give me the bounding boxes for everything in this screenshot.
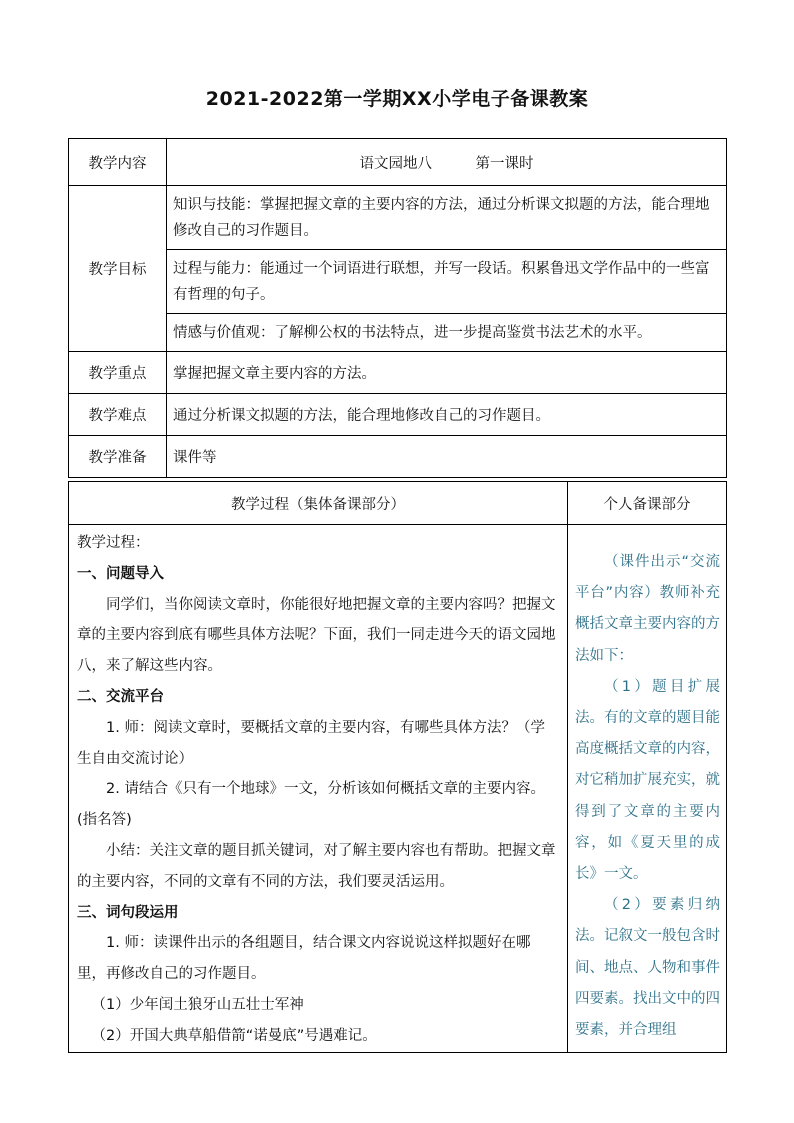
- goal-emotion: 情感与价值观：了解柳公权的书法特点，进一步提高鉴赏书法艺术的水平。: [167, 314, 727, 352]
- section-3-title: 三、词句段运用: [77, 904, 179, 921]
- goals-label: 教学目标: [69, 186, 167, 352]
- difficult-value: 通过分析课文拟题的方法，能合理地修改自己的习作题目。: [167, 394, 727, 436]
- row-goal-2: [69, 250, 727, 314]
- goal-ability: 过程与能力：能通过一个词语进行联想，并写一段话。积累鲁迅文学作品中的一些富有哲理的句子。: [167, 250, 727, 314]
- content-value: 语文园地八 第一课时: [167, 139, 727, 186]
- note-paragraph-2: （1）题目扩展法。有的文章的题目能高度概括文章的内容，对它稍加扩展充实，就得到了文章的主要内容，如《夏天里的成长》一文。: [575, 678, 720, 883]
- process-header-left: 教学过程（集体备课部分）: [69, 482, 568, 525]
- note-paragraph-1: （课件出示“交流平台”内容）教师补充概括文章主要内容的方法如下：: [575, 554, 720, 664]
- personal-notes: [568, 525, 727, 1053]
- note-paragraph-3: （2）要素归纳法。记叙文一般包含时间、地点、人物和事件四要素。找出文中的四要素，并合理组: [575, 897, 720, 1039]
- section-3-paragraph-1: 1. 师：读课件出示的各组题目，结合课文内容说说这样拟题好在哪里，再修改自己的习作题目。: [77, 935, 531, 983]
- row-prep: [69, 436, 727, 478]
- section-2-summary: 小结：关注文章的题目抓关键词，对了解主要内容也有帮助。把握文章的主要内容，不同的文章有不同的方法，我们要灵活运用。: [77, 842, 556, 890]
- process-body: [69, 525, 568, 1053]
- process-header-row: [69, 482, 727, 525]
- goal-knowledge: 知识与技能：掌握把握文章的主要内容的方法，通过分析课文拟题的方法，能合理地修改自己的习作题目。: [167, 186, 727, 250]
- difficult-label: 教学难点: [69, 394, 167, 436]
- section-1-title: 一、问题导入: [77, 565, 164, 582]
- section-2-paragraph-2: 2. 请结合《只有一个地球》一文，分析该如何概括文章的主要内容。(指名答): [77, 781, 545, 829]
- section-3-item-1: （1）少年闰土狼牙山五壮士军神: [91, 996, 304, 1013]
- section-2-paragraph-1: 1. 师：阅读文章时，要概括文章的主要内容，有哪些具体方法？（学生自由交流讨论）: [77, 719, 545, 767]
- section-3-item-2: （2）开国大典草船借箭“诺曼底”号遇难记。: [91, 1027, 377, 1044]
- key-value: 掌握把握文章主要内容的方法。: [167, 352, 727, 394]
- prep-value: 课件等: [167, 436, 727, 478]
- key-label: 教学重点: [69, 352, 167, 394]
- row-goal-1: [69, 186, 727, 250]
- lesson-info-table: [68, 138, 727, 478]
- section-1-paragraph: 同学们，当你阅读文章时，你能很好地把握文章的主要内容吗？把握文章的主要内容到底有哪些具体方法呢？下面，我们一同走进今天的语文园地八，来了解这些内容。: [77, 596, 556, 675]
- process-header-right: 个人备课部分: [568, 482, 727, 525]
- process-intro: 教学过程：: [77, 535, 150, 551]
- document-title: 2021-2022第一学期XX小学电子备课教案: [205, 88, 589, 110]
- row-key: [69, 352, 727, 394]
- process-body-row: [69, 525, 727, 1053]
- row-content: [69, 139, 727, 186]
- section-2-title: 二、交流平台: [77, 688, 164, 705]
- process-table: [68, 481, 727, 1053]
- row-goal-3: [69, 314, 727, 352]
- prep-label: 教学准备: [69, 436, 167, 478]
- content-label: 教学内容: [69, 139, 167, 186]
- row-difficult: [69, 394, 727, 436]
